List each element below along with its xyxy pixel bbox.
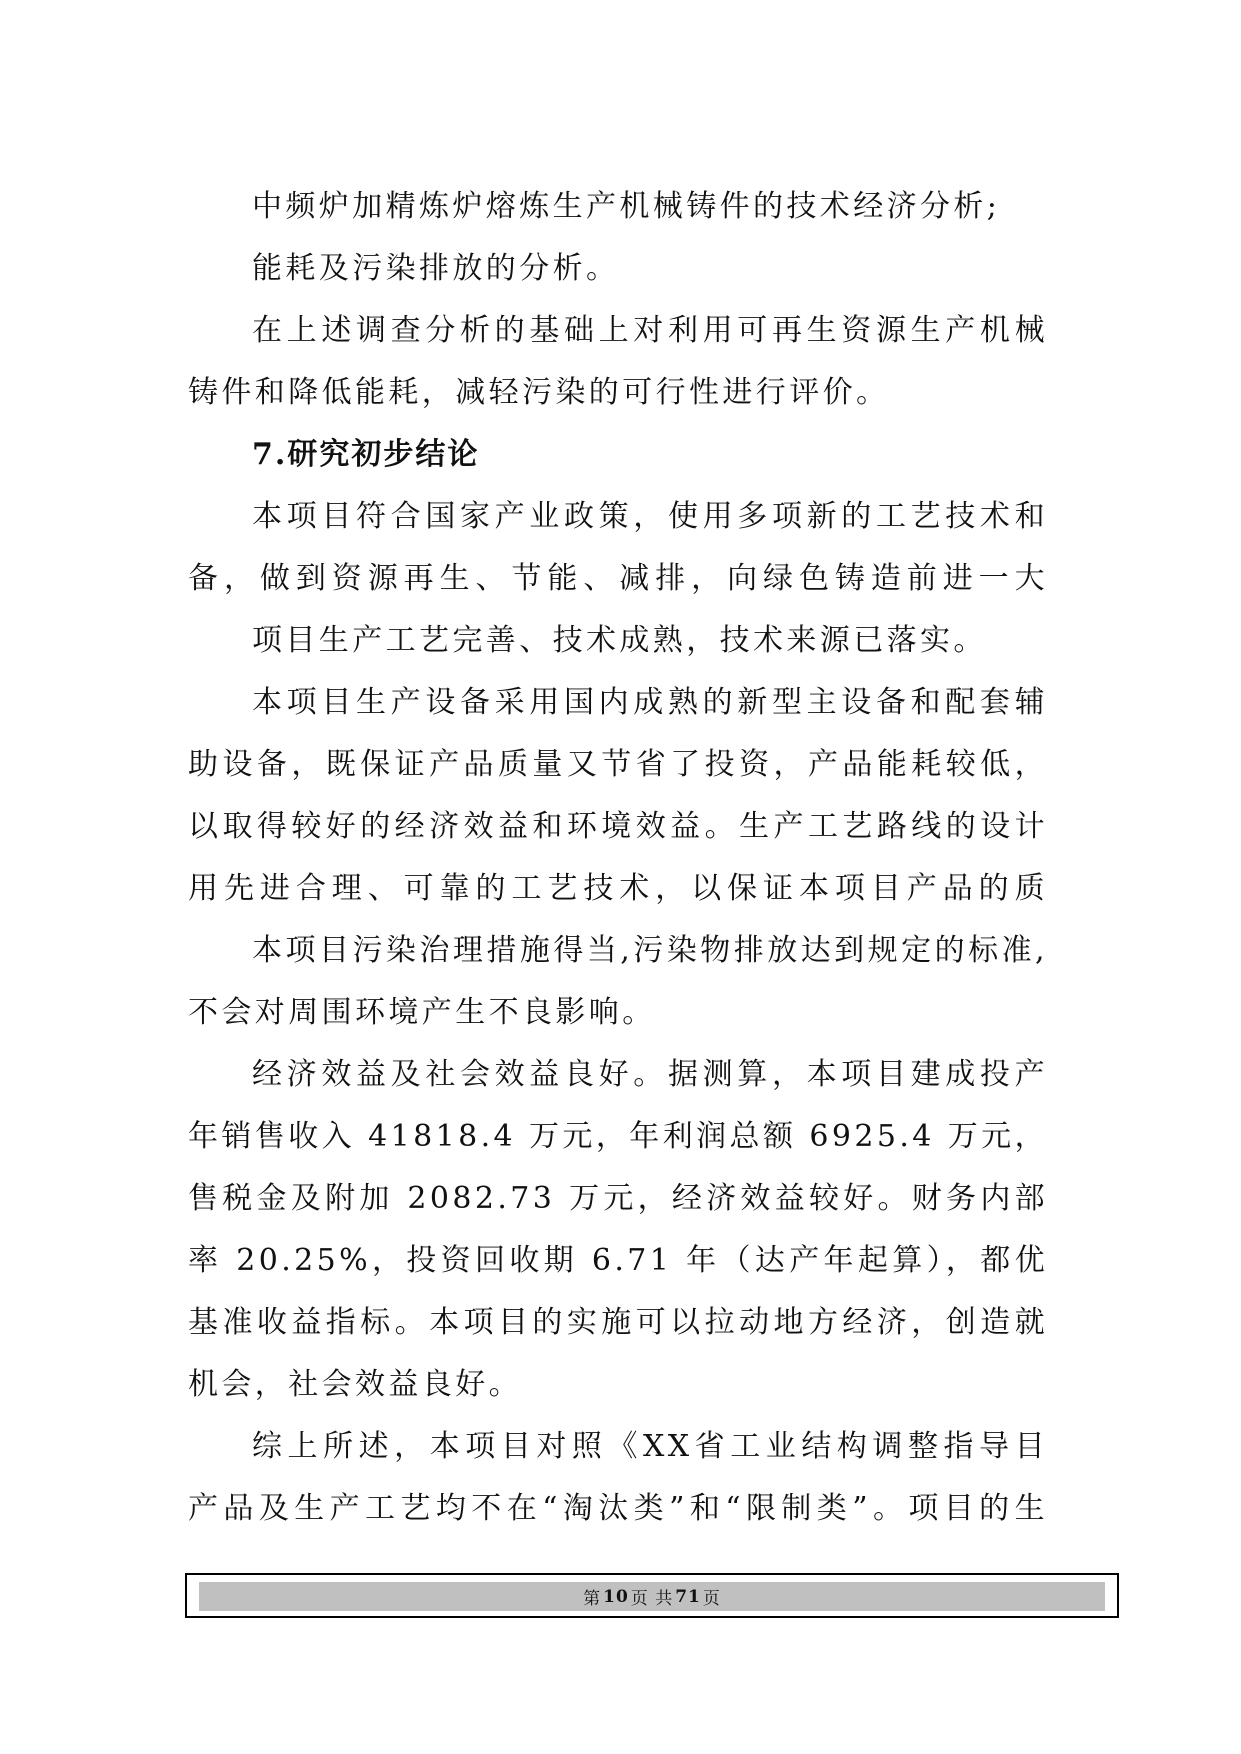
- text-line: 以取得较好的经济效益和环境效益。生产工艺路线的设计: [188, 809, 1048, 844]
- text-line: 年销售收入 41818.4 万元，年利润总额 6925.4 万元，: [188, 1119, 1048, 1154]
- section-heading: 7.研究初步结论: [252, 437, 480, 472]
- text-line: 备，做到资源再生、节能、减排，向绿色铸造前进一大: [188, 561, 1048, 596]
- text-line: 综上所述，本项目对照《XX省工业结构调整指导目: [252, 1429, 1048, 1464]
- text-line: 基准收益指标。本项目的实施可以拉动地方经济，创造就: [188, 1305, 1048, 1340]
- text-line: 能耗及污染排放的分析。: [252, 251, 620, 286]
- text-line: 本项目污染治理措施得当,污染物排放达到规定的标准,: [252, 933, 1048, 968]
- text-line: 售税金及附加 2082.73 万元，经济效益较好。财务内部: [188, 1181, 1048, 1216]
- text-line: 经济效益及社会效益良好。据测算，本项目建成投产: [252, 1057, 1048, 1092]
- footer-prefix: 第: [583, 1589, 602, 1609]
- text-line: 铸件和降低能耗，减轻污染的可行性进行评价。: [188, 375, 890, 410]
- text-line: 在上述调查分析的基础上对利用可再生资源生产机械: [252, 313, 1048, 348]
- text-line: 不会对周围环境产生不良影响。: [188, 995, 656, 1030]
- current-page-number: 10: [603, 1586, 629, 1607]
- text-line: 本项目符合国家产业政策，使用多项新的工艺技术和: [252, 499, 1048, 534]
- text-line: 本项目生产设备采用国内成熟的新型主设备和配套辅: [252, 685, 1048, 720]
- footer-suffix: 页: [702, 1589, 721, 1609]
- page-footer: [185, 1573, 1119, 1618]
- text-line: 项目生产工艺完善、技术成熟，技术来源已落实。: [252, 623, 987, 658]
- text-line: 助设备，既保证产品质量又节省了投资，产品能耗较低，: [188, 747, 1048, 782]
- page-number-bar: [199, 1582, 1105, 1611]
- text-line: 率 20.25%，投资回收期 6.71 年（达产年起算），都优: [188, 1243, 1048, 1278]
- total-page-count: 71: [675, 1586, 701, 1607]
- text-line: 用先进合理、可靠的工艺技术，以保证本项目产品的质: [188, 871, 1048, 906]
- text-line: 机会，社会效益良好。: [188, 1367, 522, 1402]
- footer-middle: 页 共: [630, 1589, 674, 1609]
- body-text: [188, 176, 1048, 1540]
- text-line: 产品及生产工艺均不在“淘汰类”和“限制类”。项目的生: [188, 1491, 1048, 1526]
- text-line: 中频炉加精炼炉熔炼生产机械铸件的技术经济分析;: [252, 189, 1001, 224]
